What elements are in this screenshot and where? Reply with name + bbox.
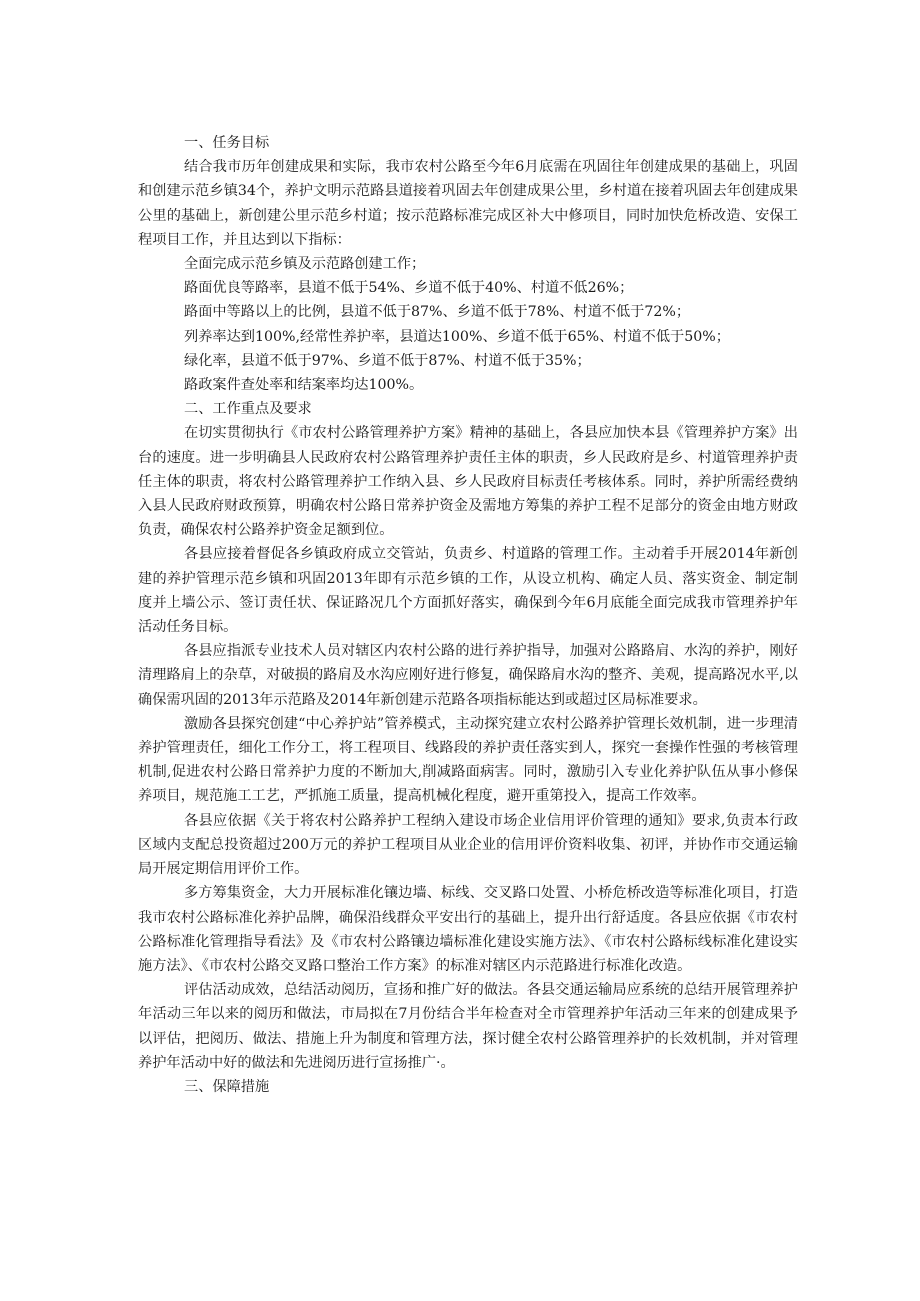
body-paragraph: 评估活动成效，总结活动阅历，宣扬和推广好的做法。各县交通运输局应系统的总结开展管理养护年活动三年以来的阅历和做法，市局拟在7月份结合半年检查对全市管理养护年活动三年来的创建成果予以评估，把阅历、做法、措施上升为制度和管理方法，探讨健全农村公路管理养护的长效机制，并对管理养护年活动中好的做法和先进阅历进行宣扬推广·。 (138, 982, 798, 1071)
document-body (138, 131, 798, 1099)
goal-item: 路面中等路以上的比例，县道不低于87%、乡道不低于78%、村道不低于72%； (184, 304, 691, 321)
section-heading-goals: 一、任务目标 (184, 135, 270, 151)
body-paragraph: 在切实贯彻执行《市农村公路管理养护方案》精神的基础上，各县应加快本县《管理养护方案》出台的速度。进一步明确县人民政府农村公路管理养护责任主体的职责，乡人民政府是乡、村道管理养护责任主体的职责，将农村公路管理养护工作纳入县、乡人民政府目标责任考核体系。同时，养护所需经费纳入县人民政府财政预算，明确农村公路日常养护资金及需地方筹集的养护工程不足部分的资金由地方财政负责，确保农村公路养护资金足额到位。 (138, 425, 798, 539)
section-heading-key-work: 二、工作重点及要求 (184, 401, 312, 418)
goal-item: 全面完成示范乡镇及示范路创建工作； (184, 256, 426, 273)
goals-intro-paragraph: 结合我市历年创建成果和实际，我市农村公路至今年6月底需在巩固往年创建成果的基础上，巩固和创建示范乡镇34个，养护文明示范路县道接着巩固去年创建成果公里，乡村道在接着巩固去年创建成果公里的基础上，新创建公里示范乡村道；按示范路标准完成区补大中修项目，同时加快危桥改造、安保工程项目工作，并且达到以下指标： (138, 159, 798, 248)
goal-item: 路政案件查处率和结案率均达100%。 (184, 377, 424, 394)
section-heading-safeguards: 三、保障措施 (184, 1078, 270, 1095)
body-paragraph: 各县应指派专业技术人员对辖区内农村公路的进行养护指导，加强对公路路肩、水沟的养护，刚好清理路肩上的杂草，对破损的路肩及水沟应刚好进行修复，确保路肩水沟的整齐、美观，提高路况水平,以确保需巩固的2013年示范路及2014年新创建示范路各项指标能达到或超过区局标准要求。 (138, 643, 798, 708)
body-paragraph: 激励各县探究创建“中心养护站”管养模式，主动探究建立农村公路养护管理长效机制，进一步理清养护管理责任，细化工作分工，将工程项目、线路段的养护责任落实到人，探究一套操作性强的考核管理机制,促进农村公路日常养护力度的不断加大,削减路面病害。同时，激励引入专业化养护队伍从事小修保养项目，规范施工工艺，严抓施工质量，提高机械化程度，避开重第投入，提高工作效率。 (138, 715, 798, 805)
goal-item: 路面优良等路率，县道不低于54%、乡道不低于40%、村道不低26%； (184, 280, 634, 297)
goal-item: 列养率达到100%,经常性养护率，县道达100%、乡道不低于65%、村道不低于50%； (184, 328, 730, 345)
body-paragraph: 各县应接着督促各乡镇政府成立交管站，负责乡、村道路的管理工作。主动着手开展2014年新创建的养护管理示范乡镇和巩固2013年即有示范乡镇的工作，从设立机构、确定人员、落实资金、制定制度并上墙公示、签订责任状、保证路况几个方面抓好落实，确保到今年6月底能全面完成我市管理养护年活动任务目标。 (138, 546, 798, 636)
body-paragraph: 多方筹集资金，大力开展标准化镶边墙、标线、交叉路口处置、小桥危桥改造等标准化项目，打造我市农村公路标准化养护品牌，确保沿线群众平安出行的基础上，提升出行舒适度。各县应依据《市农村公路标准化管理指导看法》及《市农村公路镶边墙标准化建设实施方法》、《市农村公路标线标准化建设实施方法》、《市农村公路交叉路口整治工作方案》的标准对辖区内示范路进行标准化改造。 (138, 885, 798, 974)
goal-item: 绿化率，县道不低于97%、乡道不低于87%、村道不低于35%； (184, 352, 591, 369)
body-paragraph: 各县应依据《关于将农村公路养护工程纳入建设市场企业信用评价管理的通知》要求,负责本行政区域内支配总投资超过200万元的养护工程项目从业企业的信用评价资料收集、初评，并协作市交通运输局开展定期信用评价工作。 (138, 812, 798, 878)
